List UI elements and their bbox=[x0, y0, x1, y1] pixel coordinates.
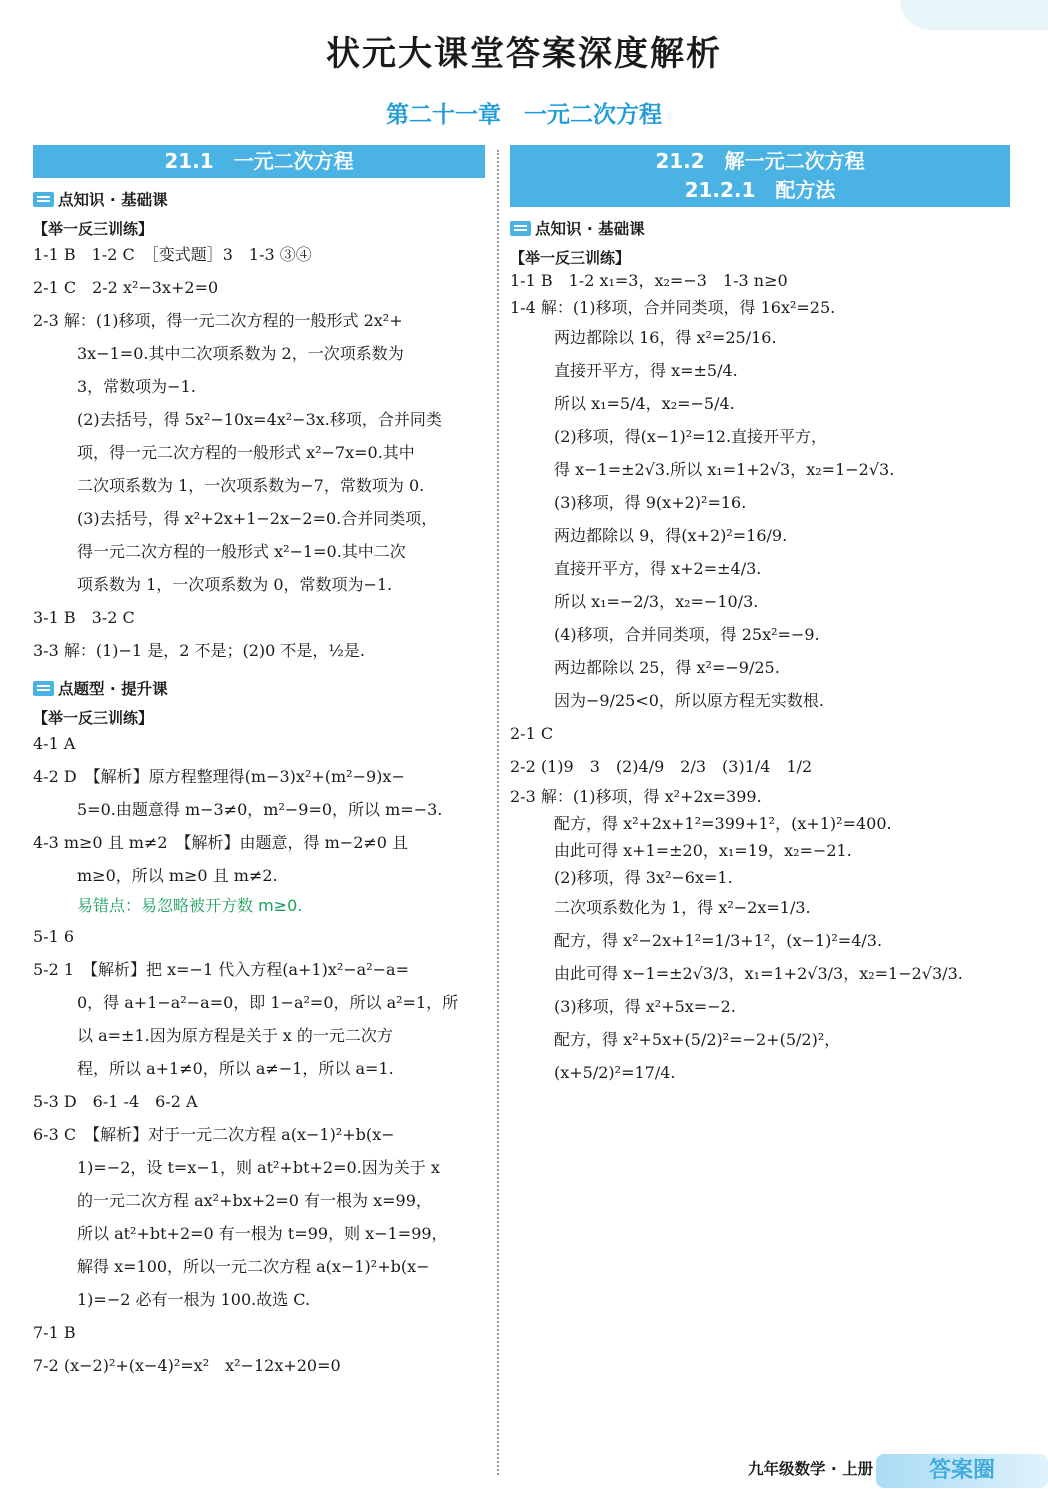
answer-line: 2-1 C 2-2 x²−3x+2=0 bbox=[33, 278, 219, 297]
answer-line: (3)去括号，得 x²+2x+1−2x−2=0.合并同类项， bbox=[77, 509, 438, 528]
error-prone-hint: 易错点：易忽略被开方数 m≥0. bbox=[77, 896, 303, 915]
answer-block-1 bbox=[33, 238, 485, 667]
answer-line: 0，得 a+1−a²−a=0，即 1−a²=0，所以 a²=1，所 bbox=[77, 993, 459, 1012]
answer-line: (x+5/2)²=17/4. bbox=[554, 1063, 676, 1082]
answer-line: 7-2 (x−2)²+(x−4)²=x² x²−12x+20=0 bbox=[33, 1356, 341, 1375]
answer-line: 3x−1=0.其中二次项系数为 2，一次项系数为 bbox=[77, 344, 404, 363]
answer-line: 得 x−1=±2√3.所以 x₁=1+2√3，x₂=1−2√3. bbox=[554, 460, 895, 479]
answer-line: 二次项系数为 1，一次项系数为−7，常数项为 0. bbox=[77, 476, 425, 495]
drill-heading: 【举一反三训练】 bbox=[510, 249, 631, 267]
answer-line: 4-2 D 【解析】原方程整理得(m−3)x²+(m²−9)x− bbox=[33, 767, 405, 786]
answer-line: 3，常数项为−1. bbox=[77, 377, 196, 396]
answer-line: 5-2 1 【解析】把 x=−1 代入方程(a+1)x²−a²−a= bbox=[33, 960, 409, 979]
answer-line: m≥0，所以 m≥0 且 m≠2. bbox=[77, 866, 278, 885]
answer-line: 5-1 6 bbox=[33, 927, 75, 946]
answer-line: (2)移项，得 3x²−6x=1. bbox=[554, 868, 733, 887]
answer-line: 1-1 B 1-2 C ［变式题］3 1-3 ③④ bbox=[33, 245, 312, 264]
drill-heading: 【举一反三训练】 bbox=[33, 709, 154, 727]
section-heading-advanced: 点题型 · 提升课 bbox=[33, 677, 485, 699]
answer-line: 项系数为 1，一次项系数为 0，常数项为−1. bbox=[77, 575, 393, 594]
answer-line: 5-3 D 6-1 -4 6-2 A bbox=[33, 1092, 198, 1111]
answer-line: 因为−9/25<0，所以原方程无实数根. bbox=[554, 691, 825, 710]
answer-line: 1)=−2 必有一根为 100.故选 C. bbox=[77, 1290, 311, 1309]
answer-line: 1)=−2，设 t=x−1，则 at²+bt+2=0.因为关于 x bbox=[77, 1158, 440, 1177]
answer-line: 4-3 m≥0 且 m≠2 【解析】由题意，得 m−2≠0 且 bbox=[33, 833, 409, 852]
banner-title: 21.2 解一元二次方程 bbox=[655, 149, 865, 173]
left-column bbox=[33, 145, 485, 1382]
section-heading-basic: 点知识 · 基础课 bbox=[33, 188, 485, 210]
banner-subtitle: 21.2.1 配方法 bbox=[684, 178, 836, 202]
answer-line: (2)移项，得(x−1)²=12.直接开平方， bbox=[554, 427, 828, 446]
answer-line: 两边都除以 25，得 x²=−9/25. bbox=[554, 658, 780, 677]
chapter-heading: 第二十一章 一元二次方程 bbox=[386, 102, 662, 128]
answer-line: 4-1 A bbox=[33, 734, 76, 753]
answer-line: 1-4 解：(1)移项，合并同类项，得 16x²=25. bbox=[510, 298, 836, 317]
answer-line: 所以 x₁=−2/3，x₂=−10/3. bbox=[554, 592, 759, 611]
answer-line: 7-1 B bbox=[33, 1323, 76, 1342]
watermark-logo: 答案圈 bbox=[876, 1454, 1048, 1488]
drill-heading: 【举一反三训练】 bbox=[33, 220, 154, 238]
answer-block-2 bbox=[33, 727, 485, 1382]
footer-label: 九年级数学 · 上册 bbox=[748, 1460, 874, 1478]
answer-line: 由此可得 x−1=±2√3/3，x₁=1+2√3/3，x₂=1−2√3/3. bbox=[554, 964, 963, 983]
answer-line: 5=0.由题意得 m−3≠0，m²−9=0，所以 m=−3. bbox=[77, 800, 443, 819]
section-banner-21-1: 21.1 一元二次方程 bbox=[33, 145, 485, 178]
answer-line: (2)去括号，得 5x²−10x=4x²−3x.移项，合并同类 bbox=[77, 410, 442, 429]
answer-line: 2-3 解：(1)移项，得 x²+2x=399. bbox=[510, 787, 762, 806]
answer-line: (3)移项，得 9(x+2)²=16. bbox=[554, 493, 747, 512]
answer-line: 3-1 B 3-2 C bbox=[33, 608, 135, 627]
answer-line: 所以 at²+bt+2=0 有一根为 t=99，则 x−1=99， bbox=[77, 1224, 448, 1243]
answer-line: 解得 x=100，所以一元二次方程 a(x−1)²+b(x− bbox=[77, 1257, 430, 1276]
answer-line: 2-3 解：(1)移项，得一元二次方程的一般形式 2x²+ bbox=[33, 311, 403, 330]
right-column bbox=[510, 145, 1010, 1089]
book-icon bbox=[33, 192, 54, 207]
answer-line: 两边都除以 9，得(x+2)²=16/9. bbox=[554, 526, 788, 545]
section-heading-basic: 点知识 · 基础课 bbox=[510, 217, 1010, 239]
answer-line: (3)移项，得 x²+5x=−2. bbox=[554, 997, 736, 1016]
answer-line: 直接开平方，得 x=±5/4. bbox=[554, 361, 738, 380]
answer-line: 以 a=±1.因为原方程是关于 x 的一元二次方 bbox=[77, 1026, 393, 1045]
answer-line: 两边都除以 16，得 x²=25/16. bbox=[554, 328, 777, 347]
answer-line: 程，所以 a+1≠0，所以 a≠−1，所以 a=1. bbox=[77, 1059, 394, 1078]
answer-line: 的一元二次方程 ax²+bx+2=0 有一根为 x=99， bbox=[77, 1191, 432, 1210]
page-title: 状元大课堂答案深度解析 bbox=[326, 34, 722, 74]
clipboard-icon bbox=[33, 681, 54, 696]
answer-line: 直接开平方，得 x+2=±4/3. bbox=[554, 559, 762, 578]
answer-line: 得一元二次方程的一般形式 x²−1=0.其中二次 bbox=[77, 542, 406, 561]
section-banner-21-2 bbox=[510, 145, 1010, 207]
answer-line: 1-1 B 1-2 x₁=3，x₂=−3 1-3 n≥0 bbox=[510, 271, 788, 290]
answer-line: 二次项系数化为 1，得 x²−2x=1/3. bbox=[554, 898, 811, 917]
answer-line: (4)移项，合并同类项，得 25x²=−9. bbox=[554, 625, 820, 644]
answer-line: 项，得一元二次方程的一般形式 x²−7x=0.其中 bbox=[77, 443, 415, 462]
answer-line: 由此可得 x+1=±20，x₁=19，x₂=−21. bbox=[554, 841, 852, 860]
answer-line: 2-1 C bbox=[510, 724, 554, 743]
book-icon bbox=[510, 221, 531, 236]
answer-line: 6-3 C 【解析】对于一元二次方程 a(x−1)²+b(x− bbox=[33, 1125, 395, 1144]
answer-block-3 bbox=[510, 267, 1010, 1089]
answer-line: 配方，得 x²+2x+1²=399+1²，(x+1)²=400. bbox=[554, 814, 892, 833]
answer-line: 所以 x₁=5/4，x₂=−5/4. bbox=[554, 394, 735, 413]
answer-line: 3-3 解：(1)−1 是，2 不是；(2)0 不是，½是. bbox=[33, 641, 365, 660]
column-divider bbox=[497, 150, 499, 1475]
page-footer bbox=[748, 1454, 1048, 1488]
answer-line: 2-2 (1)9 3 (2)4/9 2/3 (3)1/4 1/2 bbox=[510, 757, 813, 776]
answer-line: 配方，得 x²−2x+1²=1/3+1²，(x−1)²=4/3. bbox=[554, 931, 883, 950]
answer-line: 配方，得 x²+5x+(5/2)²=−2+(5/2)²， bbox=[554, 1030, 841, 1049]
